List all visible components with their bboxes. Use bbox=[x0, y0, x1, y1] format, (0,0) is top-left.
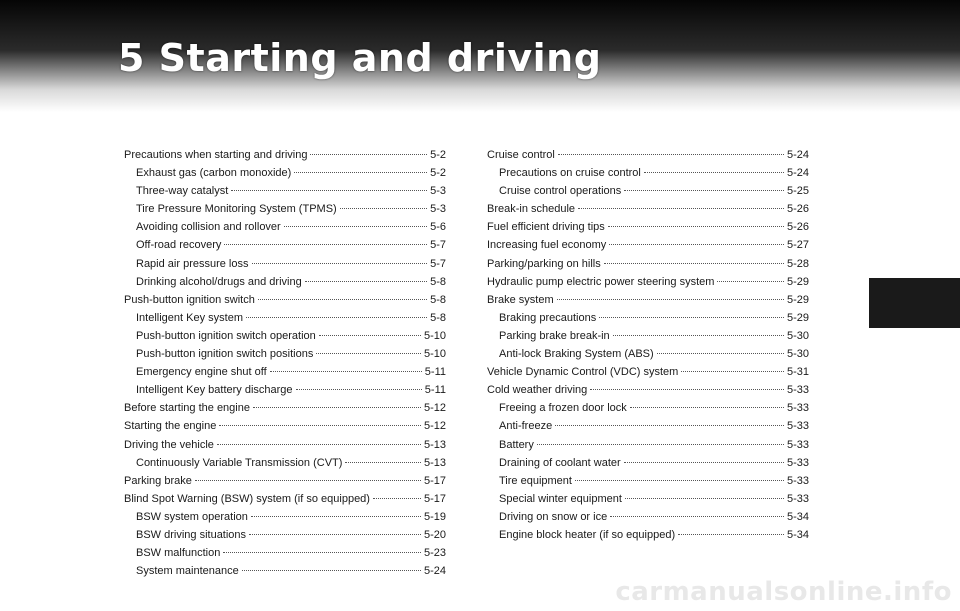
toc-leader-dots bbox=[294, 172, 427, 173]
toc-entry[interactable] bbox=[487, 363, 809, 381]
toc-leader-dots bbox=[316, 353, 421, 354]
toc-entry[interactable] bbox=[487, 164, 809, 182]
toc-entry-label: Draining of coolant water bbox=[499, 456, 621, 469]
toc-leader-dots bbox=[340, 208, 427, 209]
toc-entry-label: Vehicle Dynamic Control (VDC) system bbox=[487, 366, 679, 379]
toc-entry-page: 5-8 bbox=[430, 311, 446, 324]
toc-entry[interactable] bbox=[124, 363, 446, 381]
toc-leader-dots bbox=[305, 281, 427, 282]
toc-entry[interactable] bbox=[487, 255, 809, 273]
toc-entry-label: Engine block heater (if so equipped) bbox=[499, 528, 676, 541]
toc-leader-dots bbox=[599, 317, 784, 318]
toc-entry-page: 5-2 bbox=[430, 149, 446, 161]
toc-leader-dots bbox=[557, 299, 784, 300]
toc-entry[interactable] bbox=[124, 526, 446, 544]
toc-entry[interactable] bbox=[124, 309, 446, 327]
toc-entry-page: 5-34 bbox=[786, 510, 809, 523]
toc-entry[interactable] bbox=[124, 454, 446, 472]
toc-entry[interactable] bbox=[487, 490, 809, 508]
toc-entry[interactable] bbox=[487, 399, 809, 417]
toc-entry-label: Continuously Variable Transmission (CVT) bbox=[136, 456, 343, 469]
chapter-title: 5 Starting and driving bbox=[118, 36, 602, 80]
toc-leader-dots bbox=[578, 208, 784, 209]
toc-entry-label: Driving the vehicle bbox=[124, 438, 214, 451]
toc-leader-dots bbox=[624, 462, 784, 463]
toc-entry[interactable] bbox=[487, 182, 809, 200]
toc-entry-page: 5-28 bbox=[786, 257, 809, 270]
toc-entry[interactable] bbox=[124, 327, 446, 345]
toc-leader-dots bbox=[251, 516, 421, 517]
toc-entry-page: 5-24 bbox=[423, 565, 446, 578]
toc-entry-label: Intelligent Key battery discharge bbox=[136, 384, 293, 397]
toc-entry-page: 5-29 bbox=[786, 311, 809, 324]
toc-entry-page: 5-3 bbox=[430, 185, 446, 198]
toc-entry-page: 5-30 bbox=[786, 348, 809, 361]
toc-entry[interactable] bbox=[124, 291, 446, 309]
toc-leader-dots bbox=[223, 552, 421, 553]
toc-leader-dots bbox=[258, 299, 427, 300]
toc-entry[interactable] bbox=[124, 236, 446, 254]
toc-entry-page: 5-3 bbox=[430, 203, 446, 216]
toc-entry-label: Fuel efficient driving tips bbox=[487, 221, 605, 234]
toc-entry[interactable] bbox=[124, 218, 446, 236]
toc-entry-label: Break-in schedule bbox=[487, 203, 576, 216]
toc-entry-page: 5-33 bbox=[786, 474, 809, 487]
toc-leader-dots bbox=[717, 281, 784, 282]
toc-leader-dots bbox=[610, 516, 784, 517]
toc-leader-dots bbox=[310, 154, 427, 155]
toc-entry-page: 5-6 bbox=[430, 221, 446, 234]
toc-entry[interactable] bbox=[124, 490, 446, 508]
toc-entry-page: 5-29 bbox=[786, 293, 809, 306]
toc-entry[interactable] bbox=[124, 255, 446, 273]
toc-leader-dots bbox=[590, 389, 784, 390]
toc-entry-label: Parking brake bbox=[124, 474, 192, 487]
toc-entry[interactable] bbox=[124, 399, 446, 417]
toc-leader-dots bbox=[195, 480, 421, 481]
toc-leader-dots bbox=[217, 444, 421, 445]
toc-entry[interactable] bbox=[487, 526, 809, 544]
toc-entry-page: 5-8 bbox=[430, 275, 446, 288]
toc-entry-page: 5-33 bbox=[786, 420, 809, 433]
toc-entry[interactable] bbox=[487, 146, 809, 164]
toc-entry-label: Emergency engine shut off bbox=[136, 366, 267, 379]
toc-entry[interactable] bbox=[487, 345, 809, 363]
toc-entry-page: 5-33 bbox=[786, 438, 809, 451]
toc-entry[interactable] bbox=[124, 146, 446, 164]
toc-entry-page: 5-11 bbox=[424, 366, 446, 379]
toc-entry-label: Parking/parking on hills bbox=[487, 257, 601, 270]
toc-entry-label: Precautions when starting and driving bbox=[124, 149, 308, 161]
toc-leader-dots bbox=[296, 389, 422, 390]
toc-entry[interactable] bbox=[487, 218, 809, 236]
toc-entry[interactable] bbox=[487, 472, 809, 490]
toc-entry[interactable] bbox=[487, 417, 809, 435]
toc-entry[interactable] bbox=[487, 508, 809, 526]
toc-leader-dots bbox=[681, 371, 784, 372]
toc-entry-page: 5-7 bbox=[430, 239, 446, 252]
toc-entry-page: 5-7 bbox=[430, 257, 446, 270]
toc-leader-dots bbox=[242, 570, 421, 571]
toc-entry-page: 5-17 bbox=[423, 474, 446, 487]
toc-entry[interactable] bbox=[124, 436, 446, 454]
toc-leader-dots bbox=[270, 371, 422, 372]
toc-entry-page: 5-10 bbox=[423, 329, 446, 342]
toc-leader-dots bbox=[224, 244, 427, 245]
toc-leader-dots bbox=[609, 244, 784, 245]
toc-leader-dots bbox=[624, 190, 784, 191]
toc-entry-page: 5-33 bbox=[786, 402, 809, 415]
toc-entry[interactable] bbox=[124, 182, 446, 200]
toc-entry-page: 5-26 bbox=[786, 203, 809, 216]
toc-entry-page: 5-12 bbox=[423, 402, 446, 415]
toc-entry-label: Increasing fuel economy bbox=[487, 239, 607, 252]
toc-entry-page: 5-27 bbox=[786, 239, 809, 252]
toc-entry[interactable] bbox=[124, 417, 446, 435]
toc-entry[interactable] bbox=[124, 381, 446, 399]
toc-entry-label: Hydraulic pump electric power steering system bbox=[487, 275, 715, 288]
toc-entry-page: 5-29 bbox=[786, 275, 809, 288]
toc-entry-page: 5-20 bbox=[423, 528, 446, 541]
watermark: carmanualsonline.info bbox=[615, 577, 952, 607]
toc-entry-page: 5-24 bbox=[786, 167, 809, 180]
toc-leader-dots bbox=[625, 498, 784, 499]
toc-leader-dots bbox=[345, 462, 421, 463]
toc-leader-dots bbox=[604, 263, 784, 264]
toc-entry-page: 5-25 bbox=[786, 185, 809, 198]
toc-leader-dots bbox=[613, 335, 784, 336]
toc-column-right bbox=[487, 146, 809, 544]
toc-entry-label: Drinking alcohol/drugs and driving bbox=[136, 275, 302, 288]
toc-entry-page: 5-10 bbox=[423, 348, 446, 361]
toc-entry-label: BSW system operation bbox=[136, 510, 248, 523]
toc-leader-dots bbox=[252, 263, 428, 264]
toc-entry[interactable] bbox=[487, 381, 809, 399]
toc-entry[interactable] bbox=[487, 436, 809, 454]
toc-entry-label: Anti-lock Braking System (ABS) bbox=[499, 348, 654, 361]
toc-entry[interactable] bbox=[487, 273, 809, 291]
toc-entry-page: 5-26 bbox=[786, 221, 809, 234]
toc-leader-dots bbox=[678, 534, 784, 535]
toc-entry-label: BSW malfunction bbox=[136, 547, 221, 560]
toc-entry-label: Three-way catalyst bbox=[136, 185, 229, 198]
toc-entry-label: Before starting the engine bbox=[124, 402, 250, 415]
toc-entry-label: Precautions on cruise control bbox=[499, 167, 641, 180]
toc-entry-label: Push-button ignition switch positions bbox=[136, 348, 314, 361]
toc-entry-page: 5-34 bbox=[786, 528, 809, 541]
toc-entry-label: Tire Pressure Monitoring System (TPMS) bbox=[136, 203, 337, 216]
toc-entry-page: 5-19 bbox=[423, 510, 446, 523]
toc-entry-label: Starting the engine bbox=[124, 420, 217, 433]
toc-leader-dots bbox=[249, 534, 421, 535]
toc-entry-label: Anti-freeze bbox=[499, 420, 553, 433]
toc-leader-dots bbox=[231, 190, 427, 191]
toc-column-left bbox=[124, 146, 446, 580]
toc-entry[interactable] bbox=[124, 273, 446, 291]
toc-entry-label: Driving on snow or ice bbox=[499, 510, 608, 523]
toc-entry-page: 5-12 bbox=[423, 420, 446, 433]
toc-entry[interactable] bbox=[124, 345, 446, 363]
toc-entry[interactable] bbox=[487, 309, 809, 327]
toc-entry[interactable] bbox=[487, 291, 809, 309]
toc-entry-label: Parking brake break-in bbox=[499, 329, 610, 342]
toc-leader-dots bbox=[644, 172, 784, 173]
chapter-header-band bbox=[0, 0, 960, 112]
toc-entry-page: 5-8 bbox=[430, 293, 446, 306]
toc-leader-dots bbox=[219, 425, 421, 426]
toc-entry-label: Rapid air pressure loss bbox=[136, 257, 249, 270]
toc-entry[interactable] bbox=[124, 200, 446, 218]
toc-entry[interactable] bbox=[487, 236, 809, 254]
toc-entry-label: Blind Spot Warning (BSW) system (if so equipped) bbox=[124, 492, 370, 505]
toc-entry-page: 5-11 bbox=[424, 384, 446, 397]
toc-entry-page: 5-31 bbox=[786, 366, 809, 379]
toc-entry-page: 5-33 bbox=[786, 456, 809, 469]
toc-entry[interactable] bbox=[487, 327, 809, 345]
toc-entry-page: 5-13 bbox=[423, 456, 446, 469]
toc-leader-dots bbox=[555, 425, 784, 426]
toc-entry-label: Avoiding collision and rollover bbox=[136, 221, 281, 234]
toc-leader-dots bbox=[630, 407, 784, 408]
toc-leader-dots bbox=[558, 154, 784, 155]
toc-entry[interactable] bbox=[487, 200, 809, 218]
toc-entry[interactable] bbox=[124, 472, 446, 490]
toc-leader-dots bbox=[253, 407, 421, 408]
toc-entry[interactable] bbox=[124, 544, 446, 562]
toc-entry-page: 5-33 bbox=[786, 384, 809, 397]
toc-entry[interactable] bbox=[124, 562, 446, 580]
toc-entry-label: System maintenance bbox=[136, 565, 239, 578]
toc-entry-page: 5-13 bbox=[423, 438, 446, 451]
toc-leader-dots bbox=[284, 226, 427, 227]
toc-entry-page: 5-30 bbox=[786, 329, 809, 342]
toc-entry-page: 5-2 bbox=[430, 167, 446, 180]
toc-entry-label: Tire equipment bbox=[499, 474, 572, 487]
toc-entry-label: BSW driving situations bbox=[136, 528, 247, 541]
toc-leader-dots bbox=[537, 444, 784, 445]
toc-leader-dots bbox=[246, 317, 427, 318]
chapter-thumb-tab bbox=[869, 278, 960, 328]
toc-entry-label: Push-button ignition switch bbox=[124, 293, 255, 306]
toc-entry-page: 5-24 bbox=[786, 149, 809, 161]
toc-leader-dots bbox=[657, 353, 784, 354]
toc-entry-label: Braking precautions bbox=[499, 311, 597, 324]
toc-entry-label: Cruise control bbox=[487, 149, 555, 161]
toc-entry-label: Battery bbox=[499, 438, 534, 451]
toc-entry-page: 5-23 bbox=[423, 547, 446, 560]
toc-leader-dots bbox=[373, 498, 421, 499]
toc-entry-label: Special winter equipment bbox=[499, 492, 622, 505]
toc-entry-page: 5-33 bbox=[786, 492, 809, 505]
toc-entry[interactable] bbox=[487, 454, 809, 472]
toc-entry-label: Intelligent Key system bbox=[136, 311, 243, 324]
toc-entry-label: Exhaust gas (carbon monoxide) bbox=[136, 167, 292, 180]
toc-leader-dots bbox=[575, 480, 784, 481]
toc-entry-label: Push-button ignition switch operation bbox=[136, 329, 316, 342]
toc-entry-label: Cold weather driving bbox=[487, 384, 588, 397]
toc-entry-page: 5-17 bbox=[423, 492, 446, 505]
toc-leader-dots bbox=[608, 226, 784, 227]
toc-entry[interactable] bbox=[124, 164, 446, 182]
toc-leader-dots bbox=[319, 335, 421, 336]
toc-entry[interactable] bbox=[124, 508, 446, 526]
toc-entry-label: Brake system bbox=[487, 293, 554, 306]
toc-entry-label: Freeing a frozen door lock bbox=[499, 402, 627, 415]
toc-entry-label: Off-road recovery bbox=[136, 239, 222, 252]
toc-entry-label: Cruise control operations bbox=[499, 185, 622, 198]
